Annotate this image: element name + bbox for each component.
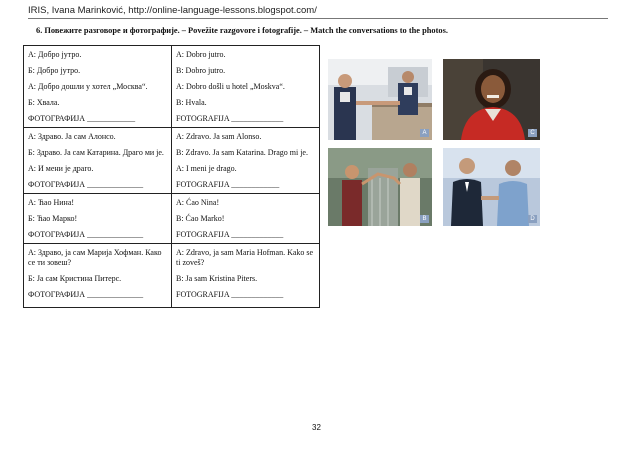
page-header: IRIS, Ivana Marinković, http://online-language-lessons.blogspot.com/ xyxy=(28,5,317,16)
exercise-instruction: 6. Повежите разговоре и фотографије. – Povežite razgovore i fotografije. – Match the conversations to the photos. xyxy=(36,26,448,35)
cyrillic-cell: А: Здраво. Ја сам Алонсо. Б: Здраво. Ја сам Катарина. Драго ми је. А: И мени је драго. ФОТОГРАФИЈА ______________ xyxy=(24,128,172,194)
latin-cell: A: Zdravo. Ja sam Alonso. B: Zdravo. Ja sam Katarina. Drago mi je. A: I meni je drago. FOTOGRAFIJA ____________ xyxy=(172,128,320,194)
table-row xyxy=(24,128,320,194)
woman-portrait-illustration xyxy=(443,59,540,140)
latin-cell: A: Zdravo, ja sam Maria Hofman. Kako se ti zoveš? B: Ja sam Kristina Piters. FOTOGRAFIJA _____________ xyxy=(172,244,320,308)
latin-cell: A: Dobro jutro. B: Dobro jutro. A: Dobro došli u hotel „Moskva“. B: Hvala. FOTOGRAFIJA _____________ xyxy=(172,46,320,128)
photo-label: B xyxy=(420,215,429,223)
photo-a xyxy=(328,59,432,140)
table-row xyxy=(24,194,320,244)
page-number: 32 xyxy=(312,423,321,432)
photo-d xyxy=(443,148,540,226)
photo-label: A xyxy=(420,129,429,137)
table-row xyxy=(24,244,320,308)
table-row xyxy=(24,46,320,128)
cyrillic-cell: А: Ћао Нина! Б: Ћао Марко! ФОТОГРАФИЈА ______________ xyxy=(24,194,172,244)
cyrillic-cell: А: Добро јутро. Б: Добро јутро. А: Добро дошли у хотел „Москва“. Б: Хвала. ФОТОГРАФИЈА ____________ xyxy=(24,46,172,128)
photo-c xyxy=(443,59,540,140)
friends-greeting-illustration xyxy=(328,148,432,226)
photo-b xyxy=(328,148,432,226)
hotel-reception-illustration xyxy=(328,59,432,140)
cyrillic-cell: А: Здраво, ја сам Марија Хофман. Како се ти зовеш? Б: Ја сам Кристина Питерс. ФОТОГРАФИЈА ______________ xyxy=(24,244,172,308)
photo-label: D xyxy=(528,215,537,223)
conversations-table xyxy=(23,45,320,308)
business-handshake-illustration xyxy=(443,148,540,226)
header-rule xyxy=(28,18,608,19)
photo-label: C xyxy=(528,129,537,137)
latin-cell: A: Ćao Nina! B: Ćao Marko! FOTOGRAFIJA _____________ xyxy=(172,194,320,244)
